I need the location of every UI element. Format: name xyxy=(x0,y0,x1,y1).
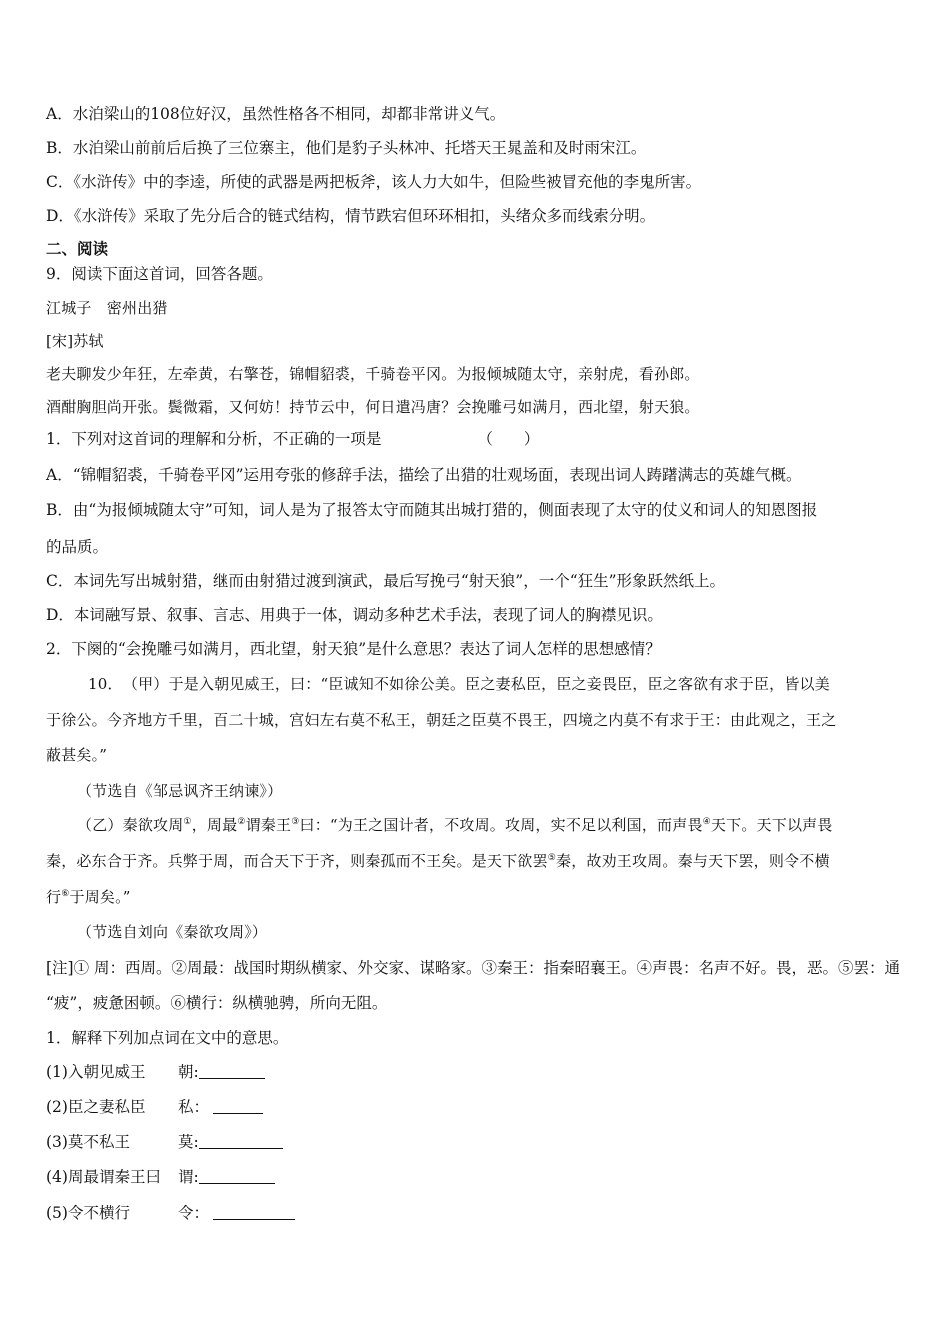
passage-jia-line2: 于徐公。今齐地方千里，百二十城，宫妇左右莫不私王，朝廷之臣莫不畏王，四境之内莫不有求于王：由此观之，王之 xyxy=(46,711,837,729)
q8-option-a: A．水泊梁山的108位好汉，虽然性格各不相同，却都非常讲义气。 xyxy=(46,105,506,123)
q9-sub1 xyxy=(46,429,539,449)
poem-line-1: 老夫聊发少年狂，左牵黄，右擎苍，锦帽貂裘，千骑卷平冈。为报倾城随太守，亲射虎，看孙郎。 xyxy=(46,365,700,383)
notes-line1: [注]① 周：西周。②周最：战国时期纵横家、外交家、谋略家。③秦王：指秦昭襄王。④声畏：名声不好。畏，恶。⑤罢：通 xyxy=(46,959,901,977)
q8-option-b: B．水泊梁山前前后后换了三位寨主，他们是豹子头林冲、托塔天王晁盖和及时雨宋江。 xyxy=(46,139,647,157)
passage-jia-line1: 10． （甲）于是入朝见威王，曰：“臣诚知不如徐公美。臣之妻私臣，臣之妾畏臣，臣之客欲有求于臣，皆以美 xyxy=(88,675,830,693)
q9-option-b-line2: 的品质。 xyxy=(46,538,109,556)
answer-item xyxy=(46,1132,283,1152)
answer-phrase: (2)臣之妻私臣 xyxy=(46,1098,146,1116)
passage-yi-line1: （乙）秦欲攻周①，周最②谓秦王③曰：“为王之国计者，不攻周。攻周，实不足以利国，而声畏④天下。天下以声畏 xyxy=(77,816,833,834)
poem-author: [宋]苏轼 xyxy=(46,332,104,350)
passage-jia-source: （节选自《邹忌讽齐王纳谏》） xyxy=(77,782,283,800)
answer-word: 莫: xyxy=(178,1133,199,1151)
q9-prompt: 9．阅读下面这首词，回答各题。 xyxy=(46,265,273,283)
passage-yi-source: （节选自刘向《秦欲攻周》） xyxy=(77,923,268,941)
q10-sub1: 1．解释下列加点词在文中的意思。 xyxy=(46,1029,289,1047)
section-title: 二、阅读 xyxy=(46,239,109,258)
answer-word: 私： xyxy=(178,1098,210,1116)
answer-word: 朝: xyxy=(178,1063,199,1081)
answer-phrase: (1)入朝见威王 xyxy=(46,1063,146,1081)
q9-option-c: C．本词先写出城射猎，继而由射猎过渡到演武，最后写挽弓“射天狼”，一个“狂生”形象跃然纸上。 xyxy=(46,572,726,590)
q9-option-d: D．本词融写景、叙事、言志、用典于一体，调动多种艺术手法，表现了词人的胸襟见识。 xyxy=(46,606,663,624)
answer-blank[interactable] xyxy=(199,1168,275,1184)
notes-line2: “疲”，疲惫困顿。⑥横行：纵横驰骋，所向无阻。 xyxy=(46,994,388,1012)
answer-paren: （ ） xyxy=(477,430,540,448)
answer-item xyxy=(46,1062,265,1082)
q8-option-c: C．《水浒传》中的李逵，所使的武器是两把板斧，该人力大如牛，但险些被冒充他的李鬼所害。 xyxy=(46,173,702,191)
answer-phrase: (3)莫不私王 xyxy=(46,1133,130,1151)
poem-title: 江城子 密州出猎 xyxy=(46,299,168,317)
passage-yi-line3: 行⑥于周矣。” xyxy=(46,888,131,906)
answer-blank[interactable] xyxy=(213,1204,295,1220)
answer-item xyxy=(46,1167,275,1187)
q9-option-b-line1: B．由“为报倾城随太守”可知，词人是为了报答太守而随其出城打猎的，侧面表现了太守的仗义和词人的知恩图报 xyxy=(46,501,818,519)
passage-yi-line2: 秦，必东合于齐。兵弊于周，而合天下于齐，则秦孤而不王矣。是天下欲罢⑤秦，故劝王攻周。秦与天下罢，则令不横 xyxy=(46,852,830,870)
q9-option-a: A．“锦帽貂裘，千骑卷平冈”运用夸张的修辞手法，描绘了出猎的壮观场面，表现出词人踌躇满志的英雄气概。 xyxy=(46,466,802,484)
answer-word: 令： xyxy=(178,1204,210,1222)
answer-word: 谓: xyxy=(178,1168,199,1186)
answer-blank[interactable] xyxy=(213,1098,263,1114)
answer-item xyxy=(46,1097,263,1117)
answer-blank[interactable] xyxy=(199,1063,265,1079)
answer-blank[interactable] xyxy=(199,1133,283,1149)
passage-jia-line3: 蔽甚矣。” xyxy=(46,746,108,764)
q9-sub1-text: 1．下列对这首词的理解和分析，不正确的一项是 xyxy=(46,430,382,448)
q9-sub2: 2．下阕的“会挽雕弓如满月，西北望，射天狼”是什么意思？表达了词人怎样的思想感情？ xyxy=(46,640,661,658)
answer-item xyxy=(46,1203,295,1223)
answer-phrase: (5)令不横行 xyxy=(46,1204,130,1222)
q8-option-d: D．《水浒传》采取了先分后合的链式结构，情节跌宕但环环相扣，头绪众多而线索分明。 xyxy=(46,207,656,225)
poem-line-2: 酒酣胸胆尚开张。鬓微霜，又何妨！持节云中，何日遣冯唐？会挽雕弓如满月，西北望，射天狼。 xyxy=(46,398,700,416)
answer-phrase: (4)周最谓秦王曰 xyxy=(46,1168,161,1186)
